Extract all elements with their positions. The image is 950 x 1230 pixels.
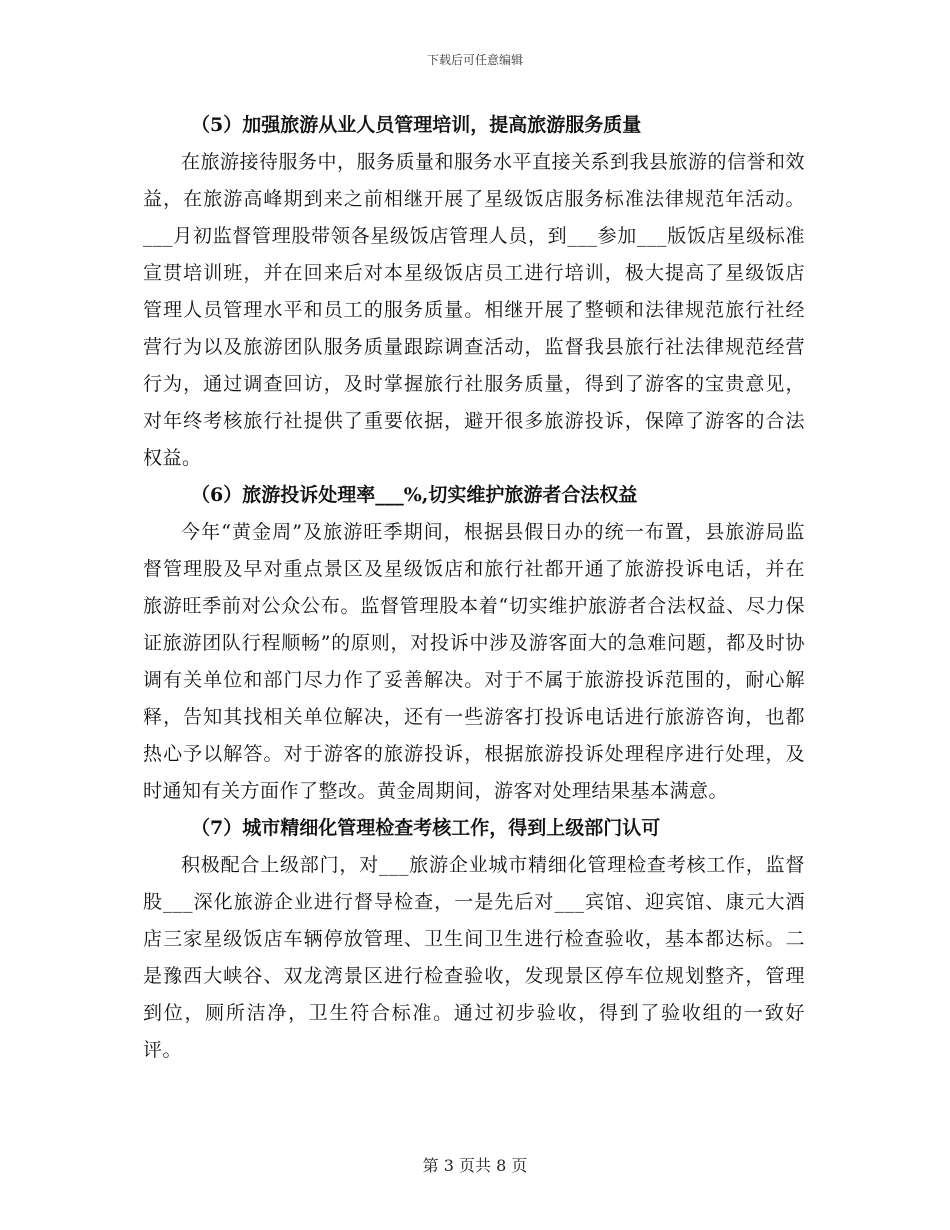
section-6 bbox=[143, 477, 805, 810]
section-heading: （5）加强旅游从业人员管理培训，提高旅游服务质量 bbox=[191, 114, 642, 136]
paragraph: 在旅游接待服务中，服务质量和服务水平直接关系到我县旅游的信誉和效益，在旅游高峰期到来之前相继开展了星级饭店服务标准法律规范年活动。___月初监督管理股带领各星级饭店管理人员，到___参加___版饭店星级标准宣贯培训班，并在回来后对本星级饭店员工进行培训，极大提高了星级饭店管理人员管理水平和员工的服务质量。相继开展了整顿和法律规范旅行社经营行为以及旅游团队服务质量跟踪调查活动，监督我县旅行社法律规范经营行为，通过调查回访，及时掌握旅行社服务质量，得到了游客的宝贵意见，对年终考核旅行社提供了重要依据，避开很多旅游投诉，保障了游客的合法权益。 bbox=[143, 151, 806, 469]
paragraph: 积极配合上级部门，对___旅游企业城市精细化管理检查考核工作，监督股___深化旅游企业进行督导检查，一是先后对___宾馆、迎宾馆、康元大酒店三家星级饭店车辆停放管理、卫生间卫生进行检查验收，基本都达标。二是豫西大峡谷、双龙湾景区进行检查验收，发现景区停车位规划整齐，管理到位，厕所洁净，卫生符合标准。通过初步验收，得到了验收组的一致好评。 bbox=[143, 854, 805, 1061]
section-heading: （6）旅游投诉处理率___%,切实维护旅游者合法权益 bbox=[191, 484, 638, 506]
document-body bbox=[143, 107, 805, 1069]
section-5 bbox=[143, 107, 805, 477]
section-heading: （7）城市精细化管理检查考核工作，得到上级部门认可 bbox=[191, 817, 661, 839]
page-header: 下载后可任意编辑 bbox=[426, 53, 523, 67]
section-7 bbox=[143, 810, 805, 1069]
page-footer: 第 3 页共 8 页 bbox=[422, 1156, 528, 1175]
paragraph: 今年“黄金周”及旅游旺季期间，根据县假日办的统一布置，县旅游局监督管理股及早对重点景区及星级饭店和旅行社都开通了旅游投诉电话，并在旅游旺季前对公众公布。监督管理股本着“切实维护旅游者合法权益、尽力保证旅游团队行程顺畅”的原则，对投诉中涉及游客面大的急难问题，都及时协调有关单位和部门尽力作了妥善解决。对于不属于旅游投诉范围的，耐心解释，告知其找相关单位解决，还有一些游客打投诉电话进行旅游咨询，也都热心予以解答。对于游客的旅游投诉，根据旅游投诉处理程序进行处理，及时通知有关方面作了整改。黄金周期间，游客对处理结果基本满意。 bbox=[143, 521, 805, 802]
